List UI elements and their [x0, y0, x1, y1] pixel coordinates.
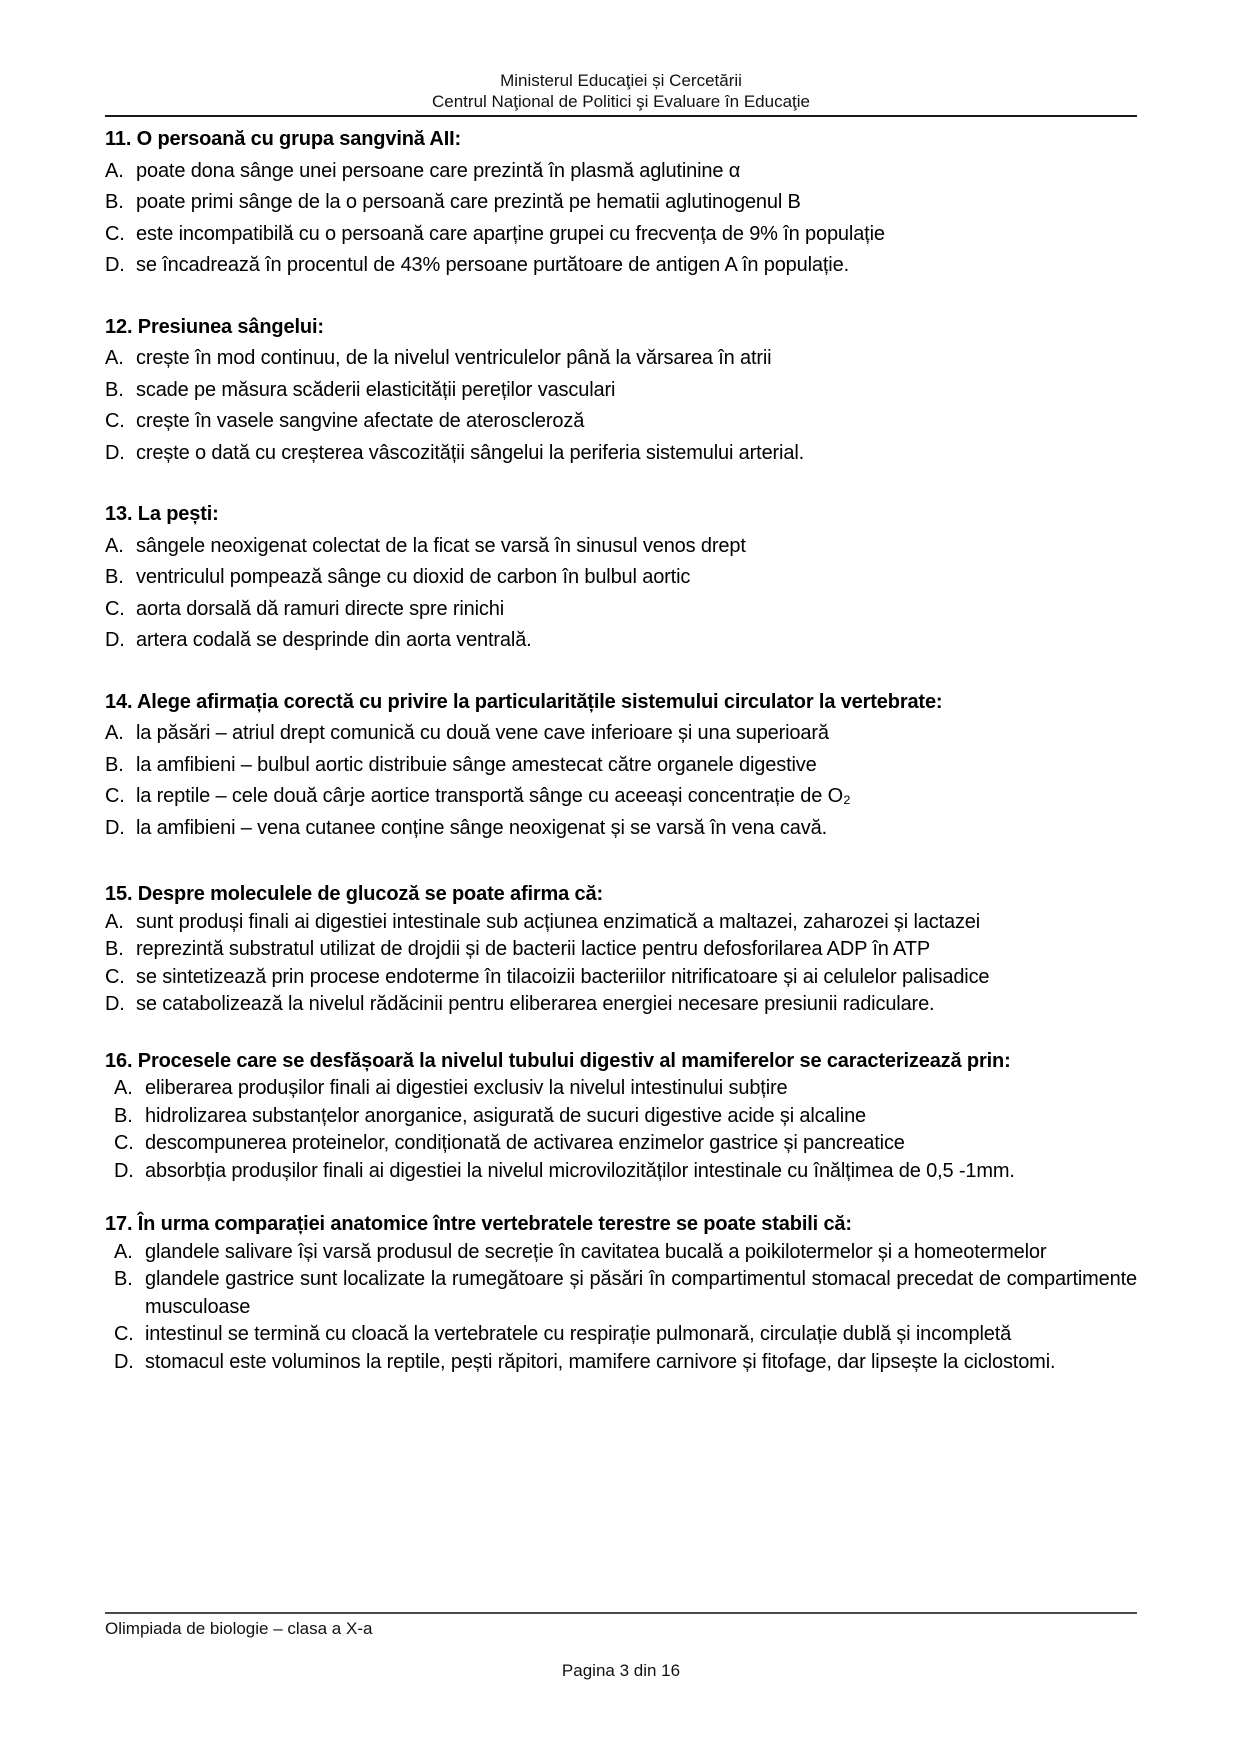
option-letter: A.	[105, 347, 124, 369]
option-row	[105, 1321, 1137, 1349]
option-row	[105, 1349, 1137, 1377]
option-row	[105, 406, 1137, 438]
option-row	[105, 718, 1137, 750]
option-text: poate dona sânge unei persoane care prezintă în plasmă aglutinine α	[136, 159, 741, 182]
question-title: 11. O persoană cu grupa sangvină AII:	[105, 128, 462, 150]
option-text: glandele salivare își varsă produsul de secreție în cavitatea bucală a poikilotermelor și a homeotermelor	[145, 1240, 1047, 1263]
option-row	[105, 1130, 1137, 1158]
option-letter: B.	[105, 378, 124, 401]
option-letter: A.	[105, 722, 124, 744]
option-row	[105, 1239, 1137, 1267]
question-title: 16. Procesele care se desfășoară la nivelul tubului digestiv al mamiferelor se caracterizează prin:	[105, 1049, 1011, 1072]
option-letter: D.	[105, 629, 125, 651]
option-row	[105, 250, 1137, 282]
option-row	[105, 1075, 1137, 1103]
option-letter: B.	[105, 566, 124, 588]
option-text: eliberarea produșilor finali ai digestiei exclusiv la nivelul intestinului subțire	[145, 1077, 788, 1099]
option-text: glandele gastrice sunt localizate la rumegătoare și păsări în compartimentul stomacal precedat de compartimente musculoase	[145, 1268, 1137, 1318]
option-letter: B.	[105, 938, 124, 960]
option-letter: A.	[105, 910, 124, 933]
option-letter: A.	[105, 534, 124, 557]
question-block	[105, 312, 1137, 470]
option-text: artera codală se desprinde din aorta ventrală.	[136, 629, 532, 651]
option-text: se catabolizează la nivelul rădăcinii pentru eliberarea energiei necesare presiunii radiculare.	[136, 993, 935, 1015]
option-text: stomacul este voluminos la reptile, pești răpitori, mamifere carnivore și fitofage, dar lipsește la ciclostomi.	[145, 1350, 1056, 1373]
question-title: 17. În urma comparației anatomice între vertebratele terestre se poate stabili că:	[105, 1213, 852, 1235]
option-text: poate primi sânge de la o persoană care prezintă pe hematii aglutinogenul B	[136, 191, 801, 213]
option-text: intestinul se termină cu cloacă la vertebratele cu respirație pulmonară, circulație dublă și incompletă	[145, 1323, 1012, 1345]
option-text: crește o dată cu creșterea vâscozității sângelui la periferia sistemului arterial.	[136, 441, 805, 464]
question-block	[105, 881, 1137, 1019]
option-text: descompunerea proteinelor, condiționată de activarea enzimelor gastrice și pancreatice	[145, 1132, 905, 1154]
option-row	[105, 991, 1137, 1019]
option-letter: C.	[105, 785, 125, 807]
page-number: Pagina 3 din 16	[561, 1661, 681, 1680]
footer-doc-title: Olimpiada de biologie – clasa a X-a	[105, 1619, 373, 1638]
option-row	[105, 909, 1137, 937]
option-row	[105, 750, 1137, 782]
question-title: 13. La pești:	[105, 503, 219, 525]
question-block	[105, 1048, 1137, 1186]
option-text: se sintetizează prin procese endoterme în tilacoizii bacteriilor nitrificatoare și ai celulelor palisadice	[136, 965, 990, 988]
option-row	[105, 964, 1137, 992]
option-row	[105, 625, 1137, 657]
option-letter: D.	[105, 254, 125, 276]
option-letter: B.	[105, 191, 124, 213]
option-text: la păsări – atriul drept comunică cu două vene cave inferioare și una superioară	[136, 722, 829, 744]
option-row	[105, 1266, 1137, 1321]
option-row	[105, 156, 1137, 188]
option-row	[105, 594, 1137, 626]
option-row	[105, 1103, 1137, 1131]
question-title: 14. Alege afirmația corectă cu privire la particularitățile sistemului circulator la vertebrate:	[105, 690, 943, 713]
option-text: sângele neoxigenat colectat de la ficat se varsă în sinusul venos drept	[136, 534, 746, 557]
question-block	[105, 124, 1137, 282]
option-text: crește în mod continuu, de la nivelul ventriculelor până la vărsarea în atrii	[136, 347, 772, 369]
option-text: hidrolizarea substanțelor anorganice, asigurată de sucuri digestive acide și alcaline	[145, 1104, 867, 1127]
option-text: la reptile – cele două cârje aortice transportă sânge cu aceeași concentrație de O₂	[136, 785, 851, 807]
option-row	[105, 187, 1137, 219]
option-text: reprezintă substratul utilizat de drojdii și de bacterii lactice pentru defosforilarea ADP în ATP	[136, 938, 931, 960]
option-row	[105, 781, 1137, 813]
option-row	[105, 531, 1137, 563]
question-block	[105, 687, 1137, 845]
document-footer	[105, 1612, 1137, 1681]
question-block	[105, 499, 1137, 657]
question-block	[105, 1211, 1137, 1376]
option-text: absorbția produșilor finali ai digestiei la nivelul microvilozităților intestinale cu înălțimea de 0,5 -1mm.	[145, 1159, 1015, 1182]
option-text: se încadrează în procentul de 43% persoane purtătoare de antigen A în populație.	[136, 254, 849, 276]
option-letter: D.	[105, 993, 125, 1015]
option-letter: C.	[114, 1132, 134, 1154]
option-letter: C.	[114, 1323, 134, 1345]
option-letter: C.	[105, 965, 125, 988]
option-text: aorta dorsală dă ramuri directe spre rinichi	[136, 597, 505, 620]
option-row	[105, 813, 1137, 845]
option-row	[105, 562, 1137, 594]
option-text: scade pe măsura scăderii elasticității pereților vasculari	[136, 378, 616, 401]
option-text: la amfibieni – bulbul aortic distribuie sânge amestecat către organele digestive	[136, 753, 817, 776]
option-row	[105, 375, 1137, 407]
header-line-1: Ministerul Educaţiei și Cercetării	[500, 71, 742, 90]
questions-list	[105, 117, 1137, 1376]
option-letter: A.	[114, 1240, 133, 1263]
option-row	[105, 936, 1137, 964]
option-letter: D.	[105, 816, 125, 839]
option-letter: D.	[105, 441, 125, 464]
option-letter: B.	[105, 753, 124, 776]
option-letter: C.	[105, 222, 125, 245]
document-header	[105, 0, 1137, 117]
option-row	[105, 1158, 1137, 1186]
option-letter: C.	[105, 410, 125, 432]
question-title: 15. Despre moleculele de glucoză se poate afirma că:	[105, 883, 603, 905]
option-row	[105, 219, 1137, 251]
option-letter: B.	[114, 1104, 133, 1127]
question-title: 12. Presiunea sângelui:	[105, 315, 324, 338]
option-row	[105, 438, 1137, 470]
option-letter: D.	[114, 1159, 134, 1182]
option-text: crește în vasele sangvine afectate de ateroscleroză	[136, 410, 585, 432]
option-letter: A.	[105, 159, 124, 182]
option-text: este incompatibilă cu o persoană care aparține grupei cu frecvența de 9% în populație	[136, 222, 885, 245]
option-text: sunt produși finali ai digestiei intestinale sub acțiunea enzimatică a maltazei, zaharozei și lactazei	[136, 910, 981, 933]
header-line-2: Centrul Naţional de Politici şi Evaluare în Educaţie	[432, 92, 810, 111]
option-letter: C.	[105, 597, 125, 620]
option-text: la amfibieni – vena cutanee conține sânge neoxigenat și se varsă în vena cavă.	[136, 816, 827, 839]
option-text: ventriculul pompează sânge cu dioxid de carbon în bulbul aortic	[136, 566, 691, 588]
option-letter: B.	[114, 1268, 133, 1290]
option-letter: D.	[114, 1350, 134, 1373]
option-letter: A.	[114, 1077, 133, 1099]
option-row	[105, 343, 1137, 375]
